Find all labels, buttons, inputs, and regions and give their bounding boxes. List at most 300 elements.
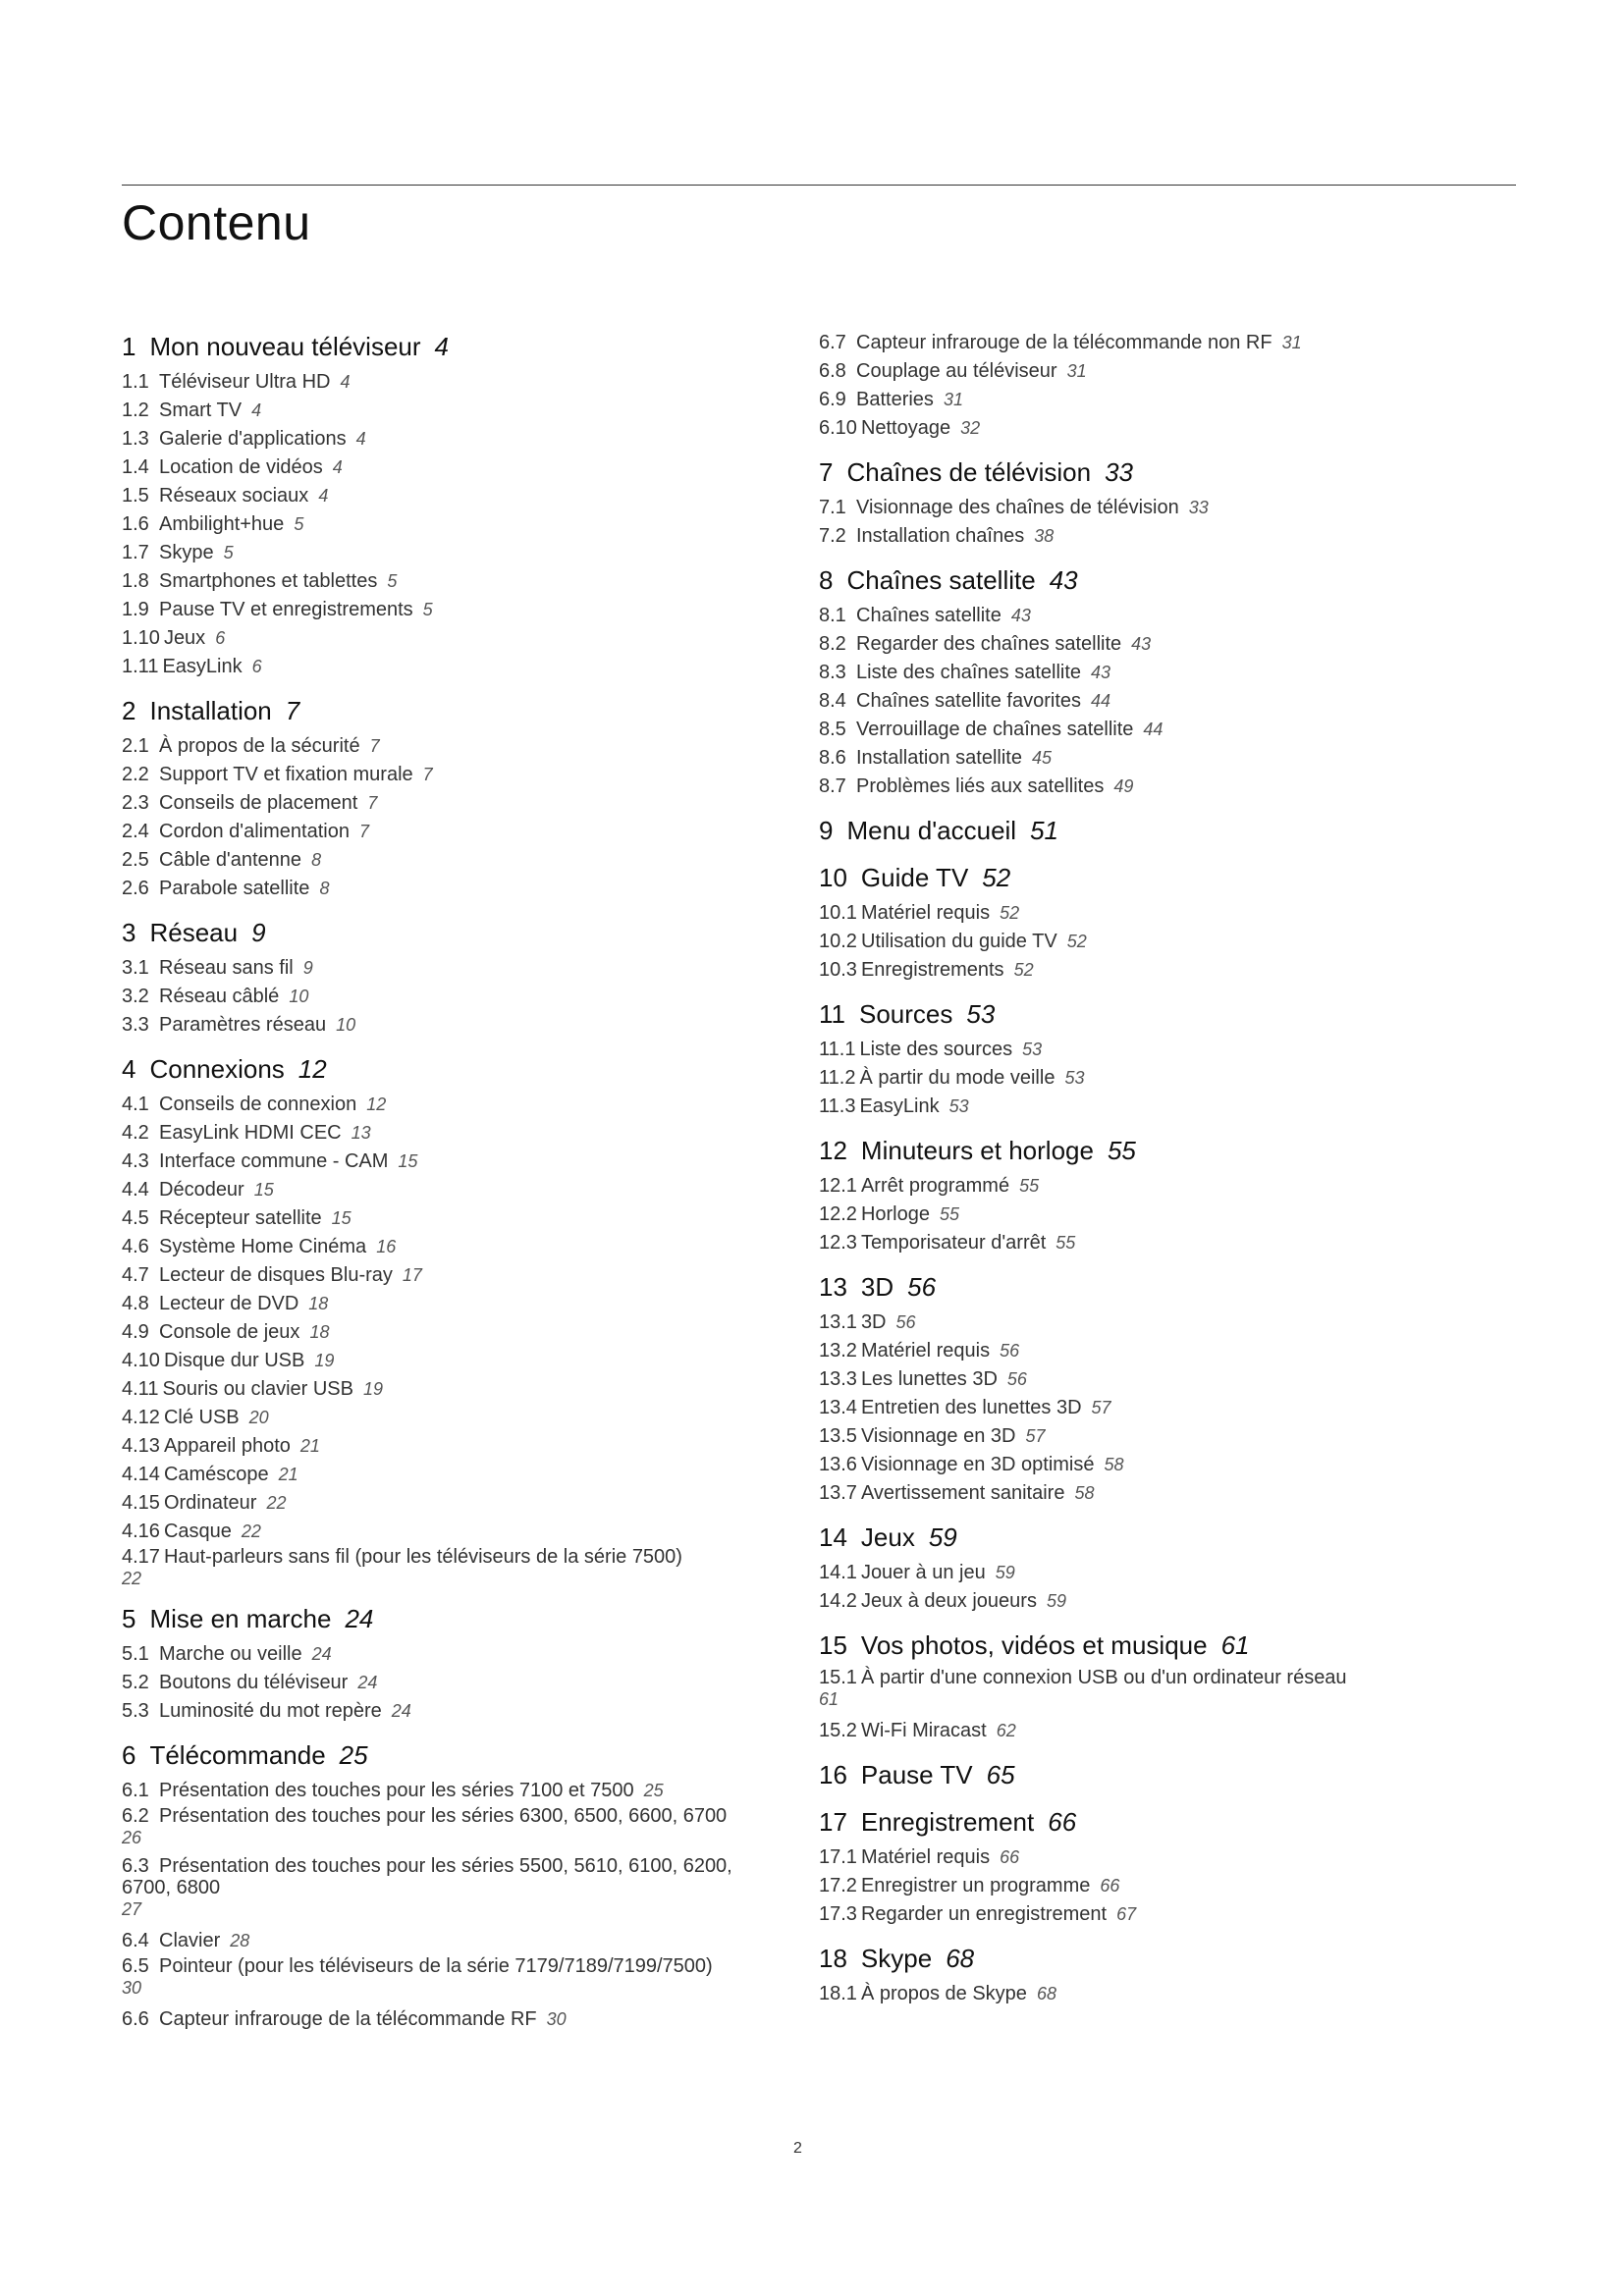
entry-number: 3.1 bbox=[122, 957, 149, 979]
entry-page: 43 bbox=[1131, 634, 1152, 654]
header-rule bbox=[122, 185, 1516, 186]
section-page: 9 bbox=[251, 918, 266, 947]
toc-entry[interactable] bbox=[819, 1337, 1506, 1365]
toc-entry[interactable] bbox=[122, 1290, 770, 1318]
entry-title: Conseils de placement bbox=[159, 792, 358, 814]
toc-entry[interactable] bbox=[819, 1229, 1506, 1257]
entry-title: Enregistrer un programme bbox=[860, 1875, 1091, 1896]
entry-title: Galerie d'applications bbox=[159, 428, 347, 450]
toc-entry[interactable] bbox=[122, 624, 770, 653]
toc-entry[interactable] bbox=[122, 368, 770, 397]
toc-entry[interactable] bbox=[122, 1432, 770, 1461]
toc-entry[interactable] bbox=[819, 1980, 1506, 2008]
entry-title: Réseau sans fil bbox=[159, 957, 294, 979]
entry-page: 4 bbox=[340, 372, 351, 392]
toc-section bbox=[122, 329, 770, 681]
toc-section-heading[interactable] bbox=[122, 1737, 770, 1773]
toc-entry[interactable] bbox=[819, 1365, 1506, 1394]
entry-number: 12.3 bbox=[819, 1232, 857, 1254]
toc-section bbox=[819, 1804, 1506, 1929]
entry-page: 13 bbox=[351, 1123, 371, 1143]
toc-entry[interactable] bbox=[819, 1479, 1506, 1508]
toc-entry[interactable] bbox=[122, 1148, 770, 1176]
entry-title: Installation satellite bbox=[856, 747, 1022, 769]
toc-section-heading[interactable] bbox=[122, 1051, 770, 1087]
section-number: 4 bbox=[122, 1054, 136, 1084]
toc-section-heading[interactable] bbox=[819, 996, 1506, 1032]
entry-title: EasyLink bbox=[859, 1095, 940, 1117]
entry-page: 58 bbox=[1104, 1455, 1124, 1474]
toc-entry[interactable] bbox=[122, 1318, 770, 1347]
toc-entry[interactable] bbox=[819, 386, 1506, 414]
entry-page: 15 bbox=[331, 1208, 352, 1228]
entry-title: Batteries bbox=[856, 389, 934, 410]
entry-page: 5 bbox=[223, 543, 234, 562]
toc-entry[interactable] bbox=[819, 687, 1506, 716]
entry-number: 10.1 bbox=[819, 902, 857, 924]
toc-section-heading[interactable] bbox=[819, 860, 1506, 895]
toc-section bbox=[819, 1941, 1506, 2008]
entry-title: Décodeur bbox=[159, 1179, 244, 1201]
toc-entry[interactable] bbox=[819, 956, 1506, 985]
toc-entry[interactable] bbox=[819, 1093, 1506, 1121]
toc-entry[interactable] bbox=[122, 1955, 770, 1999]
toc-entry[interactable] bbox=[122, 1777, 770, 1805]
toc-entry[interactable] bbox=[122, 1176, 770, 1204]
toc-entry[interactable] bbox=[819, 329, 1506, 357]
entry-number: 1.7 bbox=[122, 542, 149, 563]
toc-section-heading[interactable] bbox=[122, 693, 770, 728]
entry-title: Enregistrements bbox=[860, 959, 1004, 981]
toc-entry[interactable] bbox=[122, 1805, 770, 1848]
section-number: 14 bbox=[819, 1522, 847, 1552]
entry-title: Temporisateur d'arrêt bbox=[860, 1232, 1047, 1254]
section-page: 66 bbox=[1048, 1807, 1077, 1837]
entry-title: À partir du mode veille bbox=[859, 1067, 1056, 1089]
entry-title: Chaînes satellite favorites bbox=[856, 690, 1082, 712]
entry-number: 2.6 bbox=[122, 878, 149, 899]
toc-entry[interactable] bbox=[122, 818, 770, 846]
entry-title: Liste des sources bbox=[859, 1039, 1013, 1060]
toc-entry[interactable] bbox=[122, 1261, 770, 1290]
entry-page: 15 bbox=[398, 1151, 418, 1171]
toc-entry[interactable] bbox=[122, 954, 770, 983]
entry-number: 13.5 bbox=[819, 1425, 857, 1447]
section-number: 13 bbox=[819, 1272, 847, 1302]
section-page: 52 bbox=[982, 863, 1011, 892]
toc-entry[interactable] bbox=[819, 1900, 1506, 1929]
section-number: 3 bbox=[122, 918, 136, 947]
toc-entry[interactable] bbox=[122, 1204, 770, 1233]
entry-title: Casque bbox=[163, 1521, 232, 1542]
entry-number: 14.2 bbox=[819, 1590, 857, 1612]
toc-entry[interactable] bbox=[819, 1394, 1506, 1422]
entry-page: 15 bbox=[253, 1180, 274, 1200]
toc-entry[interactable] bbox=[122, 454, 770, 482]
entry-title: Caméscope bbox=[163, 1464, 269, 1485]
entry-title: Interface commune - CAM bbox=[159, 1150, 389, 1172]
entry-page: 4 bbox=[332, 457, 343, 477]
toc-section bbox=[122, 693, 770, 903]
entry-title: Support TV et fixation murale bbox=[159, 764, 413, 785]
entry-page: 53 bbox=[948, 1096, 969, 1116]
entry-number: 2.1 bbox=[122, 735, 149, 757]
entry-title: Jeux à deux joueurs bbox=[860, 1590, 1037, 1612]
toc-entry[interactable] bbox=[819, 357, 1506, 386]
entry-title: Matériel requis bbox=[860, 902, 991, 924]
entry-number: 13.4 bbox=[819, 1397, 857, 1418]
entry-title: Paramètres réseau bbox=[159, 1014, 327, 1036]
entry-page: 31 bbox=[1066, 361, 1087, 381]
toc-entry[interactable] bbox=[122, 596, 770, 624]
entry-page: 8 bbox=[319, 879, 330, 898]
toc-entry[interactable] bbox=[122, 539, 770, 567]
section-number: 1 bbox=[122, 332, 136, 361]
entry-number: 6.2 bbox=[122, 1805, 149, 1827]
entry-number: 1.5 bbox=[122, 485, 149, 507]
toc-entry[interactable] bbox=[122, 1546, 770, 1589]
entry-number: 12.1 bbox=[819, 1175, 857, 1197]
toc-entry[interactable] bbox=[122, 1011, 770, 1040]
section-page: 61 bbox=[1220, 1630, 1250, 1660]
entry-number: 11.3 bbox=[819, 1095, 856, 1117]
entry-page: 62 bbox=[996, 1721, 1016, 1740]
entry-page: 56 bbox=[1000, 1341, 1020, 1361]
entry-number: 6.6 bbox=[122, 2008, 149, 2030]
entry-number: 4.10 bbox=[122, 1350, 160, 1371]
toc-entry[interactable] bbox=[122, 732, 770, 761]
entry-title: Présentation des touches pour les séries 6300, 6500, 6600, 6700 bbox=[159, 1805, 728, 1827]
toc-entry[interactable] bbox=[122, 761, 770, 789]
toc-section bbox=[819, 562, 1506, 801]
section-title: Menu d'accueil bbox=[846, 816, 1017, 845]
toc-section-heading[interactable] bbox=[819, 1269, 1506, 1305]
toc-entry[interactable] bbox=[819, 494, 1506, 522]
toc-section bbox=[819, 1520, 1506, 1616]
entry-number: 7.1 bbox=[819, 497, 846, 518]
toc-entry[interactable] bbox=[122, 397, 770, 425]
toc-entry[interactable] bbox=[819, 1843, 1506, 1872]
entry-title: Pause TV et enregistrements bbox=[159, 599, 413, 620]
toc-entry[interactable] bbox=[122, 1669, 770, 1697]
entry-title: Matériel requis bbox=[860, 1846, 991, 1868]
entry-title: Appareil photo bbox=[163, 1435, 291, 1457]
toc-entry[interactable] bbox=[122, 425, 770, 454]
section-title: Mon nouveau téléviseur bbox=[149, 332, 421, 361]
entry-title: Skype bbox=[159, 542, 214, 563]
toc-entry[interactable] bbox=[819, 1451, 1506, 1479]
entry-number: 8.2 bbox=[819, 633, 846, 655]
toc-entry[interactable] bbox=[819, 630, 1506, 659]
entry-title: Horloge bbox=[860, 1203, 930, 1225]
entry-number: 1.2 bbox=[122, 400, 149, 421]
section-page: 68 bbox=[946, 1944, 975, 1973]
entry-title: Regarder un enregistrement bbox=[860, 1903, 1108, 1925]
entry-number: 2.4 bbox=[122, 821, 149, 842]
section-number: 17 bbox=[819, 1807, 847, 1837]
section-number: 5 bbox=[122, 1604, 136, 1633]
entry-page: 26 bbox=[122, 1828, 142, 1847]
entry-title: Jouer à un jeu bbox=[860, 1562, 986, 1583]
entry-title: Disque dur USB bbox=[163, 1350, 305, 1371]
toc-section bbox=[819, 996, 1506, 1121]
entry-number: 1.10 bbox=[122, 627, 160, 649]
toc-entry[interactable] bbox=[819, 1559, 1506, 1587]
section-page: 53 bbox=[966, 999, 996, 1029]
toc-section bbox=[122, 1051, 770, 1589]
section-number: 15 bbox=[819, 1630, 847, 1660]
entry-number: 4.9 bbox=[122, 1321, 149, 1343]
section-title: Guide TV bbox=[860, 863, 969, 892]
toc-entry[interactable] bbox=[819, 659, 1506, 687]
toc-entry[interactable] bbox=[122, 567, 770, 596]
entry-number: 5.3 bbox=[122, 1700, 149, 1722]
toc-section-heading[interactable] bbox=[122, 1601, 770, 1636]
toc-entry[interactable] bbox=[122, 510, 770, 539]
toc-section-heading[interactable] bbox=[819, 1628, 1506, 1663]
toc-entry[interactable] bbox=[819, 1667, 1506, 1710]
toc-entry[interactable] bbox=[122, 1489, 770, 1518]
toc-section-heading[interactable] bbox=[819, 1941, 1506, 1976]
entry-page: 21 bbox=[299, 1436, 320, 1456]
toc-entry[interactable] bbox=[122, 1697, 770, 1726]
entry-page: 32 bbox=[960, 418, 981, 438]
toc-section-heading[interactable] bbox=[819, 1757, 1506, 1792]
section-title: Jeux bbox=[860, 1522, 915, 1552]
entry-title: Conseils de connexion bbox=[159, 1094, 357, 1115]
entry-number: 13.7 bbox=[819, 1482, 857, 1504]
section-page: 33 bbox=[1105, 457, 1133, 487]
toc-entry[interactable] bbox=[122, 983, 770, 1011]
toc-section-heading[interactable] bbox=[122, 915, 770, 950]
entry-number: 6.4 bbox=[122, 1930, 149, 1951]
toc-entry[interactable] bbox=[122, 1375, 770, 1404]
entry-page: 6 bbox=[251, 657, 262, 676]
entry-page: 66 bbox=[1100, 1876, 1120, 1896]
entry-page: 17 bbox=[402, 1265, 422, 1285]
entry-number: 8.3 bbox=[819, 662, 846, 683]
toc-section-heading[interactable] bbox=[819, 1133, 1506, 1168]
entry-number: 17.1 bbox=[819, 1846, 857, 1868]
entry-page: 5 bbox=[294, 514, 304, 534]
toc-entry[interactable] bbox=[122, 1091, 770, 1119]
entry-title: Lecteur de disques Blu-ray bbox=[159, 1264, 393, 1286]
toc-section-heading[interactable] bbox=[122, 329, 770, 364]
section-number: 8 bbox=[819, 565, 834, 595]
entry-title: Console de jeux bbox=[159, 1321, 300, 1343]
section-page: 43 bbox=[1049, 565, 1078, 595]
entry-number: 7.2 bbox=[819, 525, 846, 547]
entry-page: 27 bbox=[122, 1899, 142, 1919]
entry-number: 1.6 bbox=[122, 513, 149, 535]
toc-section-heading[interactable] bbox=[819, 1520, 1506, 1555]
toc-section bbox=[819, 1133, 1506, 1257]
toc-entry[interactable] bbox=[819, 1872, 1506, 1900]
toc-entry[interactable] bbox=[819, 1308, 1506, 1337]
entry-number: 6.9 bbox=[819, 389, 846, 410]
entry-page: 53 bbox=[1064, 1068, 1085, 1088]
entry-page: 61 bbox=[819, 1689, 839, 1709]
entry-page: 24 bbox=[311, 1644, 332, 1664]
toc-entry[interactable] bbox=[122, 1855, 770, 1920]
toc-section-heading[interactable] bbox=[819, 454, 1506, 490]
toc-entry[interactable] bbox=[122, 875, 770, 903]
entry-page: 22 bbox=[266, 1493, 287, 1513]
toc-entry[interactable] bbox=[819, 928, 1506, 956]
entry-title: Pointeur (pour les téléviseurs de la série 7179/7189/7199/7500) bbox=[159, 1955, 713, 1977]
entry-page: 59 bbox=[1046, 1591, 1066, 1611]
entry-page: 44 bbox=[1143, 720, 1164, 739]
entry-title: Les lunettes 3D bbox=[860, 1368, 998, 1390]
entry-number: 4.6 bbox=[122, 1236, 149, 1257]
entry-number: 2.2 bbox=[122, 764, 149, 785]
entry-title: Installation chaînes bbox=[856, 525, 1025, 547]
entry-number: 8.4 bbox=[819, 690, 846, 712]
toc-entry[interactable] bbox=[819, 899, 1506, 928]
entry-page: 45 bbox=[1031, 748, 1053, 768]
entry-number: 15.1 bbox=[819, 1667, 857, 1688]
toc-entry[interactable] bbox=[122, 1233, 770, 1261]
entry-title: Souris ou clavier USB bbox=[162, 1378, 353, 1400]
entry-number: 3.2 bbox=[122, 986, 149, 1007]
entry-page: 18 bbox=[308, 1294, 329, 1313]
toc-section-heading[interactable] bbox=[819, 813, 1506, 848]
entry-number: 4.4 bbox=[122, 1179, 149, 1201]
entry-title: Jeux bbox=[163, 627, 206, 649]
toc-entry[interactable] bbox=[819, 773, 1506, 801]
entry-title: Boutons du téléviseur bbox=[159, 1672, 349, 1693]
entry-page: 67 bbox=[1116, 1904, 1137, 1924]
entry-page: 68 bbox=[1036, 1984, 1056, 2003]
section-title: Chaînes satellite bbox=[846, 565, 1036, 595]
toc-section-heading[interactable] bbox=[819, 562, 1506, 598]
entry-number: 6.7 bbox=[819, 332, 846, 353]
entry-page: 9 bbox=[302, 958, 313, 978]
entry-page: 53 bbox=[1022, 1040, 1043, 1059]
toc-entry[interactable] bbox=[122, 1347, 770, 1375]
toc-entry[interactable] bbox=[122, 653, 770, 681]
section-page: 55 bbox=[1107, 1136, 1136, 1165]
entry-number: 6.3 bbox=[122, 1855, 149, 1877]
toc-section bbox=[819, 813, 1506, 848]
section-title: Vos photos, vidéos et musique bbox=[860, 1630, 1208, 1660]
toc-entry[interactable] bbox=[819, 522, 1506, 551]
entry-number: 6.10 bbox=[819, 417, 857, 439]
entry-title: Capteur infrarouge de la télécommande RF bbox=[159, 2008, 537, 2030]
entry-title: Réseaux sociaux bbox=[159, 485, 309, 507]
section-title: Pause TV bbox=[860, 1760, 973, 1789]
page-number: 2 bbox=[793, 2140, 802, 2157]
entry-title: Présentation des touches pour les séries 7100 et 7500 bbox=[159, 1780, 634, 1801]
toc-entry[interactable] bbox=[819, 414, 1506, 443]
toc-entry[interactable] bbox=[122, 2005, 770, 2034]
entry-page: 57 bbox=[1025, 1426, 1046, 1446]
entry-page: 30 bbox=[122, 1978, 142, 1998]
entry-page: 31 bbox=[1281, 333, 1302, 352]
entry-title: Problèmes liés aux satellites bbox=[856, 775, 1105, 797]
entry-title: Location de vidéos bbox=[159, 456, 323, 478]
toc-entry[interactable] bbox=[122, 482, 770, 510]
entry-number: 1.3 bbox=[122, 428, 149, 450]
entry-number: 13.2 bbox=[819, 1340, 857, 1362]
toc-section-heading[interactable] bbox=[819, 1804, 1506, 1840]
entry-page: 49 bbox=[1113, 776, 1134, 796]
entry-title: Visionnage des chaînes de télévision bbox=[856, 497, 1179, 518]
entry-title: Liste des chaînes satellite bbox=[856, 662, 1082, 683]
entry-number: 2.5 bbox=[122, 849, 149, 871]
entry-title: Entretien des lunettes 3D bbox=[860, 1397, 1082, 1418]
entry-title: Visionnage en 3D bbox=[860, 1425, 1016, 1447]
entry-title: Récepteur satellite bbox=[159, 1207, 322, 1229]
toc-entry[interactable] bbox=[819, 716, 1506, 744]
entry-title: À partir d'une connexion USB ou d'un ordinateur réseau bbox=[860, 1667, 1347, 1688]
section-number: 6 bbox=[122, 1740, 136, 1770]
entry-page: 10 bbox=[289, 987, 309, 1006]
toc-entry[interactable] bbox=[819, 1422, 1506, 1451]
entry-page: 4 bbox=[318, 486, 329, 506]
entry-page: 4 bbox=[251, 400, 262, 420]
entry-page: 43 bbox=[1010, 606, 1031, 625]
toc-entry[interactable] bbox=[122, 846, 770, 875]
toc-entry[interactable] bbox=[819, 1201, 1506, 1229]
toc-entry[interactable] bbox=[122, 1640, 770, 1669]
entry-page: 7 bbox=[369, 736, 380, 756]
section-page: 4 bbox=[434, 332, 449, 361]
section-title: 3D bbox=[860, 1272, 894, 1302]
toc-entry[interactable] bbox=[819, 1064, 1506, 1093]
toc-section bbox=[819, 1757, 1506, 1792]
entry-page: 43 bbox=[1091, 663, 1111, 682]
entry-title: Visionnage en 3D optimisé bbox=[860, 1454, 1095, 1475]
entry-page: 6 bbox=[215, 628, 226, 648]
toc-entry[interactable] bbox=[819, 602, 1506, 630]
entry-number: 5.2 bbox=[122, 1672, 149, 1693]
toc-entry[interactable] bbox=[122, 789, 770, 818]
entry-number: 17.2 bbox=[819, 1875, 857, 1896]
toc-entry[interactable] bbox=[122, 1927, 770, 1955]
toc-section bbox=[819, 454, 1506, 551]
section-page: 59 bbox=[928, 1522, 957, 1552]
entry-title: Système Home Cinéma bbox=[159, 1236, 367, 1257]
entry-page: 12 bbox=[366, 1095, 387, 1114]
toc-entry[interactable] bbox=[122, 1518, 770, 1546]
entry-page: 24 bbox=[357, 1673, 378, 1692]
toc-entry[interactable] bbox=[819, 1717, 1506, 1745]
toc-entry[interactable] bbox=[819, 1587, 1506, 1616]
entry-title: Clavier bbox=[159, 1930, 221, 1951]
toc-entry[interactable] bbox=[122, 1119, 770, 1148]
entry-page: 30 bbox=[546, 2009, 567, 2029]
toc-section bbox=[819, 1628, 1506, 1745]
toc-entry[interactable] bbox=[122, 1404, 770, 1432]
entry-title: Capteur infrarouge de la télécommande non RF bbox=[856, 332, 1272, 353]
entry-page: 28 bbox=[230, 1931, 250, 1950]
entry-title: Parabole satellite bbox=[159, 878, 310, 899]
entry-page: 57 bbox=[1091, 1398, 1111, 1417]
entry-number: 8.6 bbox=[819, 747, 846, 769]
entry-title: Avertissement sanitaire bbox=[860, 1482, 1065, 1504]
section-title: Connexions bbox=[149, 1054, 285, 1084]
toc-entry[interactable] bbox=[819, 744, 1506, 773]
entry-number: 6.5 bbox=[122, 1955, 149, 1977]
toc-entry[interactable] bbox=[819, 1036, 1506, 1064]
section-title: Chaînes de télévision bbox=[846, 457, 1092, 487]
entry-title: Clé USB bbox=[163, 1407, 240, 1428]
entry-title: Smartphones et tablettes bbox=[159, 570, 378, 592]
entry-number: 13.3 bbox=[819, 1368, 857, 1390]
toc-entry[interactable] bbox=[819, 1172, 1506, 1201]
toc-entry[interactable] bbox=[122, 1461, 770, 1489]
